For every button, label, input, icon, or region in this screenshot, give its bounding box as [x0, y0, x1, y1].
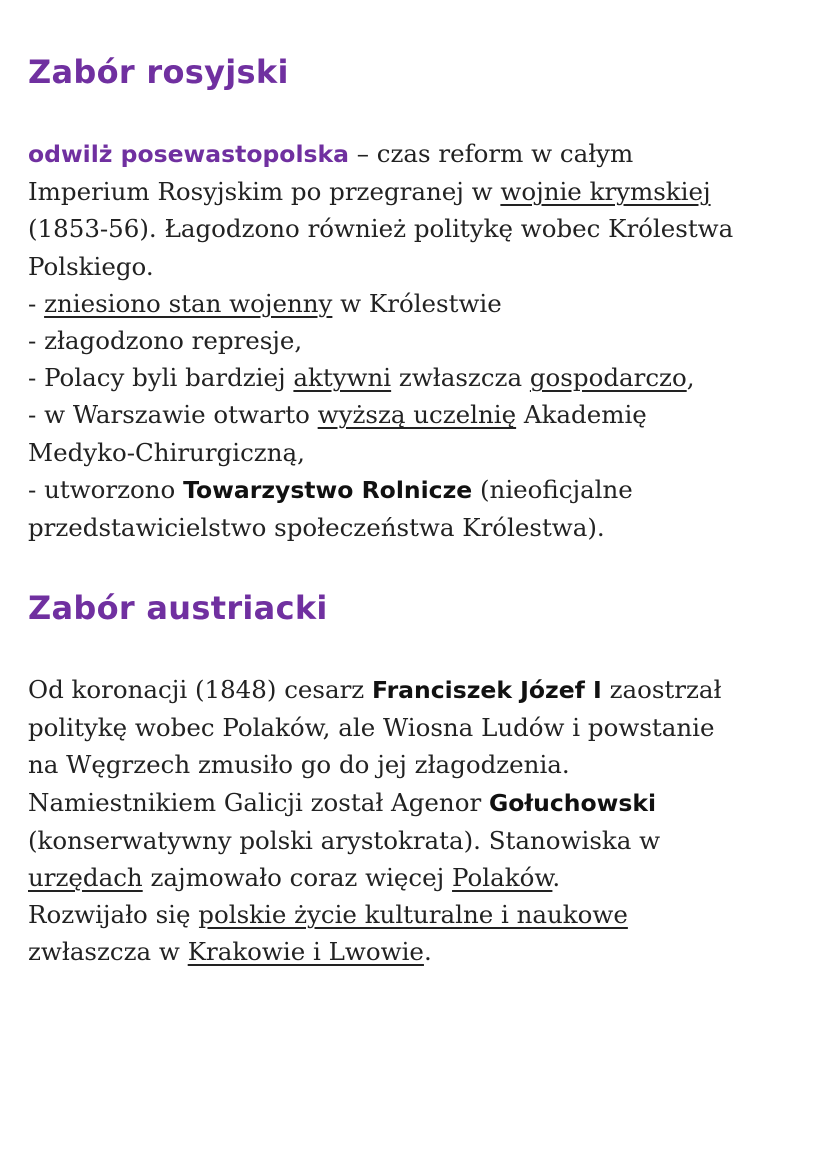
- text-line: Imperium Rosyjskim po przegranej w wojnie krymskiej: [28, 177, 711, 207]
- list-item: - w Warszawie otwarto wyższą uczelnię Akademię: [28, 400, 647, 430]
- underlined-phrase: polskie życie kulturalne i naukowe: [198, 900, 628, 930]
- underlined-phrase: Polaków: [452, 863, 553, 893]
- text-line: urzędach zajmowało coraz więcej Polaków.: [28, 863, 561, 893]
- text-line: odwilż posewastopolska – czas reform w całym: [28, 139, 634, 168]
- underlined-phrase: zniesiono stan wojenny: [44, 288, 333, 318]
- text-line: Medyko-Chirurgiczną,: [28, 437, 305, 467]
- text-line: politykę wobec Polaków, ale Wiosna Ludów i powstanie: [28, 713, 715, 743]
- underlined-phrase: Krakowie i Lwowie: [187, 937, 424, 967]
- text-line: Polskiego.: [28, 251, 154, 281]
- austrian-partition-text: [28, 671, 721, 971]
- list-item: - złagodzono represje,: [28, 326, 303, 356]
- heading-austrian-partition: Zabór austriacki: [28, 589, 328, 627]
- list-item: - Polacy byli bardziej aktywni zwłaszcza gospodarczo,: [28, 363, 695, 393]
- key-term: odwilż posewastopolska: [28, 140, 349, 168]
- russian-partition-text: [28, 135, 733, 546]
- text-line: (1853-56). Łagodzono również politykę wobec Królestwa: [28, 214, 734, 244]
- bold-term: Franciszek Józef I: [372, 676, 602, 704]
- underlined-phrase: wyższą uczelnię: [317, 400, 517, 430]
- text-line: przedstawicielstwo społeczeństwa Królestwa).: [28, 513, 605, 543]
- bold-term: Gołuchowski: [488, 788, 657, 817]
- heading-russian-partition: Zabór rosyjski: [28, 53, 289, 91]
- list-item: - zniesiono stan wojenny w Królestwie: [28, 288, 502, 318]
- text-line: Od koronacji (1848) cesarz Franciszek Józef I zaostrzał: [28, 675, 722, 704]
- underlined-phrase: gospodarczo: [529, 363, 687, 393]
- text-line: Namiestnikiem Galicji został Agenor Gołuchowski: [28, 787, 657, 817]
- text-line: Rozwijało się polskie życie kulturalne i naukowe: [28, 900, 628, 930]
- underlined-phrase: urzędach: [28, 863, 143, 893]
- text-line: (konserwatywny polski arystokrata). Stanowiska w: [28, 825, 661, 855]
- text-line: na Węgrzech zmusiło go do jej złagodzenia.: [28, 750, 570, 780]
- list-item: - utworzono Towarzystwo Rolnicze (nieoficjalne: [28, 474, 633, 504]
- underlined-phrase: aktywni: [293, 363, 392, 393]
- bold-term: Towarzystwo Rolnicze: [183, 475, 473, 504]
- text-line: zwłaszcza w Krakowie i Lwowie.: [28, 937, 432, 967]
- underlined-phrase: wojnie krymskiej: [500, 177, 711, 207]
